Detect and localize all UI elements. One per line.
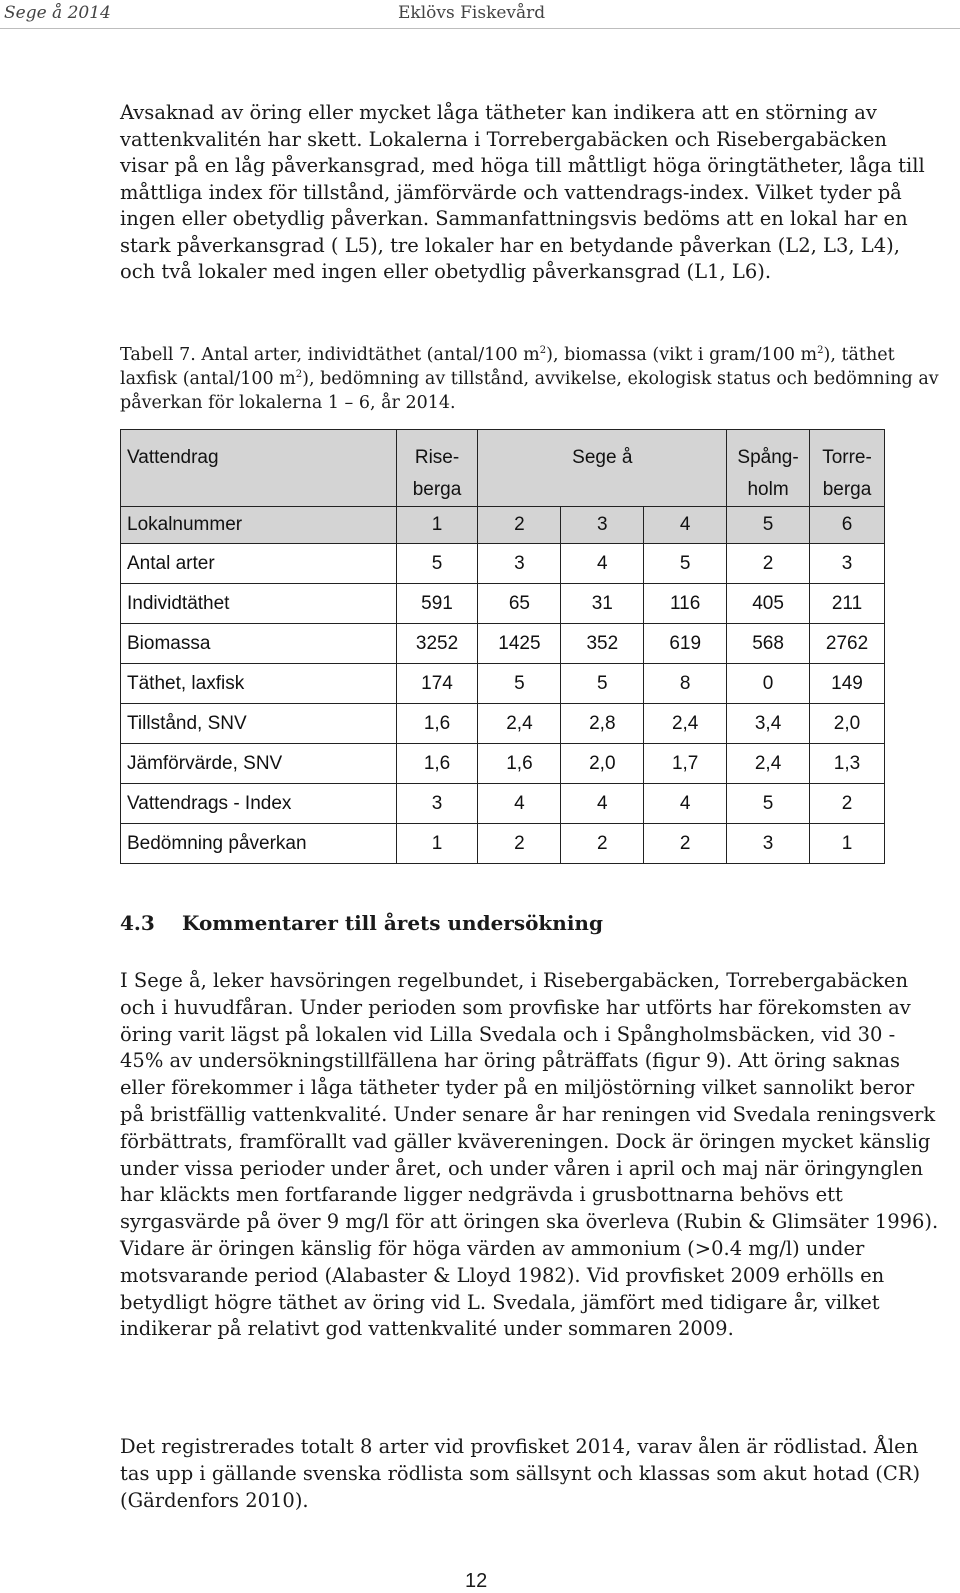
table-cell: 5: [478, 664, 561, 704]
species-paragraph: Det registrerades totalt 8 arter vid provfisket 2014, varav ålen är rödlistad. Ålen tas upp i gällande svenska rödlista som sällsynt och klassas som akut hotad (CR) (Gärdenfors 2010).: [120, 1435, 921, 1512]
row-label: Bedömning påverkan: [121, 824, 397, 864]
table-cell: 3: [727, 824, 810, 864]
table-cell: 568: [727, 624, 810, 664]
header-spangholm-line2: holm: [747, 479, 789, 500]
row-label: Vattendrags - Index: [121, 784, 397, 824]
caption-sup-3: 2: [295, 369, 303, 381]
table-cell: 1,7: [644, 744, 727, 784]
table-cell: 2,4: [727, 744, 810, 784]
table-cell: 5: [727, 784, 810, 824]
header-torreberga: [810, 430, 885, 507]
row-label: Täthet, laxfisk: [121, 664, 397, 704]
table-row: [121, 824, 885, 864]
caption-part-1: Tabell 7. Antal arter, individtäthet (antal/100 m: [120, 345, 540, 365]
caption-part-3: ), täthet laxfisk (antal/100 m: [120, 345, 895, 389]
table-cell: 2,4: [644, 704, 727, 744]
table-cell: 149: [810, 664, 885, 704]
table-cell: 4: [561, 544, 644, 584]
header-riseberga: [396, 430, 478, 507]
table-cell: 2762: [810, 624, 885, 664]
header-sege-a: Sege å: [478, 430, 727, 507]
table-cell: 1: [396, 824, 478, 864]
header-torreberga-line1: Torre-: [822, 447, 872, 468]
caption-part-2: ), biomassa (vikt i gram/100 m: [546, 345, 818, 365]
table-cell: 2: [644, 824, 727, 864]
intro-paragraph: Avsaknad av öring eller mycket låga tätheter kan indikera att en störning av vattenkvalitén har skett. Lokalerna i Torrebergabäcken och Risebergabäcken visar på en låg påverkansgrad, med höga till måttligt höga öringtätheter, låga till måttliga index för tillstånd, jämförvärde och vattendrags-index. Vilket tyder på ingen eller obetydlig påverkan. Sammanfattningsvis bedöms att en lokal har en stark påverkansgrad ( L5), tre lokaler har en betydande påverkan (L2, L3, L4), och två lokaler med ingen eller obetydlig påverkansgrad (L1, L6).: [120, 101, 925, 283]
caption-sup-1: 2: [539, 345, 547, 357]
table-cell: 5: [396, 544, 478, 584]
table-cell: 4: [561, 784, 644, 824]
table-cell: 5: [561, 664, 644, 704]
table-cell: 3: [478, 544, 561, 584]
header-riseberga-line2: berga: [412, 479, 462, 500]
table-cell: 2: [810, 784, 885, 824]
caption-part-4: ), bedömning av tillstånd, avvikelse, ekologisk status och bedömning av påverkan för lokalerna 1 – 6, år 2014.: [120, 369, 939, 413]
table-cell: 619: [644, 624, 727, 664]
table-row: [121, 784, 885, 824]
lokalnummer-cell: 2: [478, 507, 561, 544]
table-cell: 1,3: [810, 744, 885, 784]
table-cell: 211: [810, 584, 885, 624]
table-row: [121, 744, 885, 784]
table-cell: 2,8: [561, 704, 644, 744]
table-cell: 3,4: [727, 704, 810, 744]
table-cell: 1425: [478, 624, 561, 664]
table-cell: 2,0: [561, 744, 644, 784]
table-cell: 5: [644, 544, 727, 584]
table-cell: 174: [396, 664, 478, 704]
table-cell: 1,6: [478, 744, 561, 784]
lokalnummer-cell: 3: [561, 507, 644, 544]
table-cell: 2,0: [810, 704, 885, 744]
table-row: [121, 624, 885, 664]
table-cell: 3: [396, 784, 478, 824]
table-cell: 8: [644, 664, 727, 704]
table-cell: 65: [478, 584, 561, 624]
table-cell: 4: [644, 784, 727, 824]
table-cell: 2: [478, 824, 561, 864]
table-row: [121, 544, 885, 584]
table-cell: 1,6: [396, 704, 478, 744]
header-riseberga-line1: Rise-: [414, 447, 460, 468]
row-label: Jämförvärde, SNV: [121, 744, 397, 784]
table-cell: 1,6: [396, 744, 478, 784]
header-vattendrag: Vattendrag: [121, 430, 397, 507]
lokalnummer-row: [121, 507, 885, 544]
table-cell: 116: [644, 584, 727, 624]
header-spangholm: [727, 430, 810, 507]
header-left-text: Sege å 2014: [4, 3, 111, 23]
lokalnummer-cell: 5: [727, 507, 810, 544]
section-title: Kommentarer till årets undersökning: [182, 911, 603, 935]
header-torreberga-line2: berga: [822, 479, 872, 500]
row-label: Individtäthet: [121, 584, 397, 624]
row-label: Antal arter: [121, 544, 397, 584]
lokalnummer-label: Lokalnummer: [121, 507, 397, 544]
table-cell: 352: [561, 624, 644, 664]
table-cell: 0: [727, 664, 810, 704]
row-label: Biomassa: [121, 624, 397, 664]
comments-paragraph: I Sege å, leker havsöringen regelbundet, i Risebergabäcken, Torrebergabäcken och i huvudfåran. Under perioden som provfiske har utförts har förekomsten av öring varit lägst på lokalen vid Lilla Svedala och i Spångholmsbäcken, vid 30 - 45% av undersökningstillfällena har öring påträffats (figur 9). Att öring saknas eller förekommer i låga tätheter tyder på en miljöstörning vilket sannolikt beror på bristfällig vattenkvalité. Under senare år har reningen vid Svedala reningsverk förbättrats, framförallt vad gäller kvävereningen. Dock är öringen mycket känslig under vissa perioder under året, och under våren i april och maj när öringynglen har kläckts men fortfarande ligger nedgrävda i grusbottnarna behövs ett syrgasvärde på över 9 mg/l för att öringen ska överleva (Rubin & Glimsäter 1996). Vidare är öringen känslig för höga värden av ammonium (>0.4 mg/l) under motsvarande period (Alabaster & Lloyd 1982). Vid provfisket 2009 erhölls en betydligt högre täthet av öring vid L. Svedala, jämfört med tidigare år, vilket indikerar på relativt god vattenkvalité under sommaren 2009.: [120, 969, 939, 1341]
lokalnummer-cell: 6: [810, 507, 885, 544]
table-row: [121, 664, 885, 704]
header-spangholm-line1: Spång-: [737, 447, 799, 468]
table-cell: 591: [396, 584, 478, 624]
page-number: 12: [465, 1570, 488, 1592]
table-caption: [120, 343, 940, 415]
section-number: 4.3: [120, 911, 155, 935]
table-cell: 3: [810, 544, 885, 584]
lokalnummer-cell: 1: [396, 507, 478, 544]
table-cell: 2: [561, 824, 644, 864]
lokalnummer-cell: 4: [644, 507, 727, 544]
table-cell: 405: [727, 584, 810, 624]
table-header-row: [121, 430, 885, 507]
table-cell: 2,4: [478, 704, 561, 744]
table-row: [121, 704, 885, 744]
table-cell: 4: [478, 784, 561, 824]
section-heading: [120, 911, 603, 935]
caption-sup-2: 2: [817, 345, 824, 357]
table-row: [121, 584, 885, 624]
results-table: [120, 429, 885, 864]
table-cell: 31: [561, 584, 644, 624]
page-header: [0, 0, 960, 29]
header-center-text: Eklövs Fiskevård: [398, 3, 546, 23]
row-label: Tillstånd, SNV: [121, 704, 397, 744]
table-cell: 3252: [396, 624, 478, 664]
table-cell: 2: [727, 544, 810, 584]
table-cell: 1: [810, 824, 885, 864]
